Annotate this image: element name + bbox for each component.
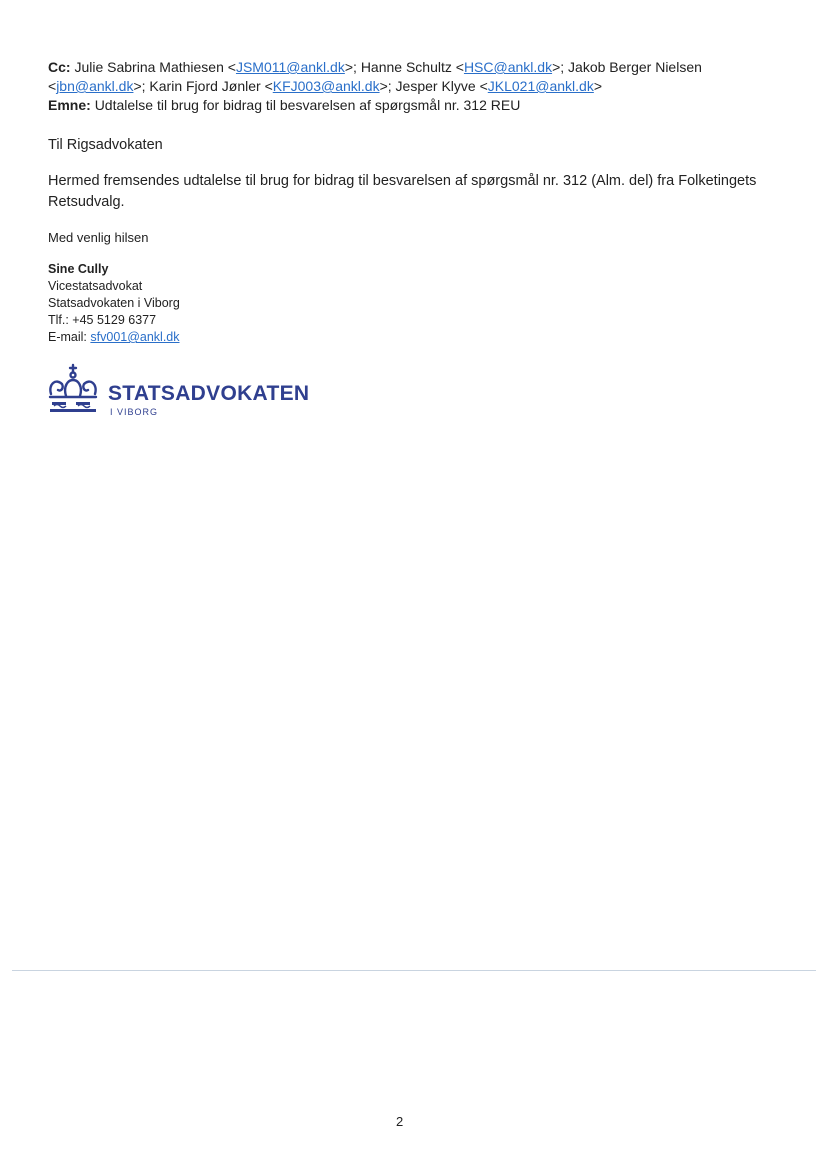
- cc-recipient-email-link[interactable]: jbn@ankl.dk: [56, 78, 134, 94]
- cc-recipient-separator: >;: [379, 78, 396, 94]
- closing: Med venlig hilsen: [48, 230, 149, 245]
- page-divider: [12, 970, 816, 971]
- statsadvokaten-logo: [46, 362, 310, 422]
- cc-recipient-name: Julie Sabrina Mathiesen <: [74, 59, 236, 75]
- signature-email-link[interactable]: sfv001@ankl.dk: [90, 330, 180, 344]
- cc-recipient-name: Karin Fjord Jønler <: [149, 78, 273, 94]
- cc-recipient-separator: >: [593, 78, 603, 94]
- cc-recipient-email-link[interactable]: HSC@ankl.dk: [463, 59, 553, 75]
- cc-recipient-email-link[interactable]: KFJ003@ankl.dk: [272, 78, 380, 94]
- signature-name: Sine Cully: [48, 262, 109, 276]
- signature-title: Vicestatsadvokat: [48, 279, 143, 293]
- cc-recipient-email-link[interactable]: JKL021@ankl.dk: [487, 78, 594, 94]
- signature: [48, 261, 788, 346]
- cc-recipient-separator: >;: [133, 78, 150, 94]
- subject-label: Emne:: [48, 97, 91, 113]
- signature-phone: Tlf.: +45 5129 6377: [48, 313, 157, 327]
- cc-recipient-name: Jesper Klyve <: [395, 78, 488, 94]
- cc-recipient-name: Jakob Berger Nielsen <: [48, 59, 702, 94]
- crown-icon: [46, 362, 102, 418]
- cc-label: Cc:: [48, 59, 71, 75]
- body-paragraph: Hermed fremsendes udtalelse til brug for bidrag til besvarelsen af spørgsmål nr. 312 (Alm. del) fra Folketingets Retsudvalg.: [48, 173, 757, 210]
- cc-recipient-name: Hanne Schultz <: [360, 59, 464, 75]
- logo-subtitle: I VIBORG: [110, 407, 159, 417]
- signature-email-label: E-mail:: [48, 330, 87, 344]
- subject-text: Udtalelse til brug for bidrag til besvarelsen af spørgsmål nr. 312 REU: [94, 97, 521, 113]
- logo-name: STATSADVOKATEN: [108, 382, 310, 405]
- signature-email-line: [48, 329, 788, 346]
- salutation: Til Rigsadvokaten: [48, 137, 163, 153]
- signature-office: Statsadvokaten i Viborg: [48, 296, 180, 310]
- cc-recipient-email-link[interactable]: JSM011@ankl.dk: [235, 59, 345, 75]
- cc-recipient-separator: >;: [552, 59, 569, 75]
- page-number: 2: [396, 1114, 404, 1129]
- cc-recipients: [48, 59, 702, 94]
- email-header: [48, 58, 788, 115]
- cc-recipient-separator: >;: [344, 59, 361, 75]
